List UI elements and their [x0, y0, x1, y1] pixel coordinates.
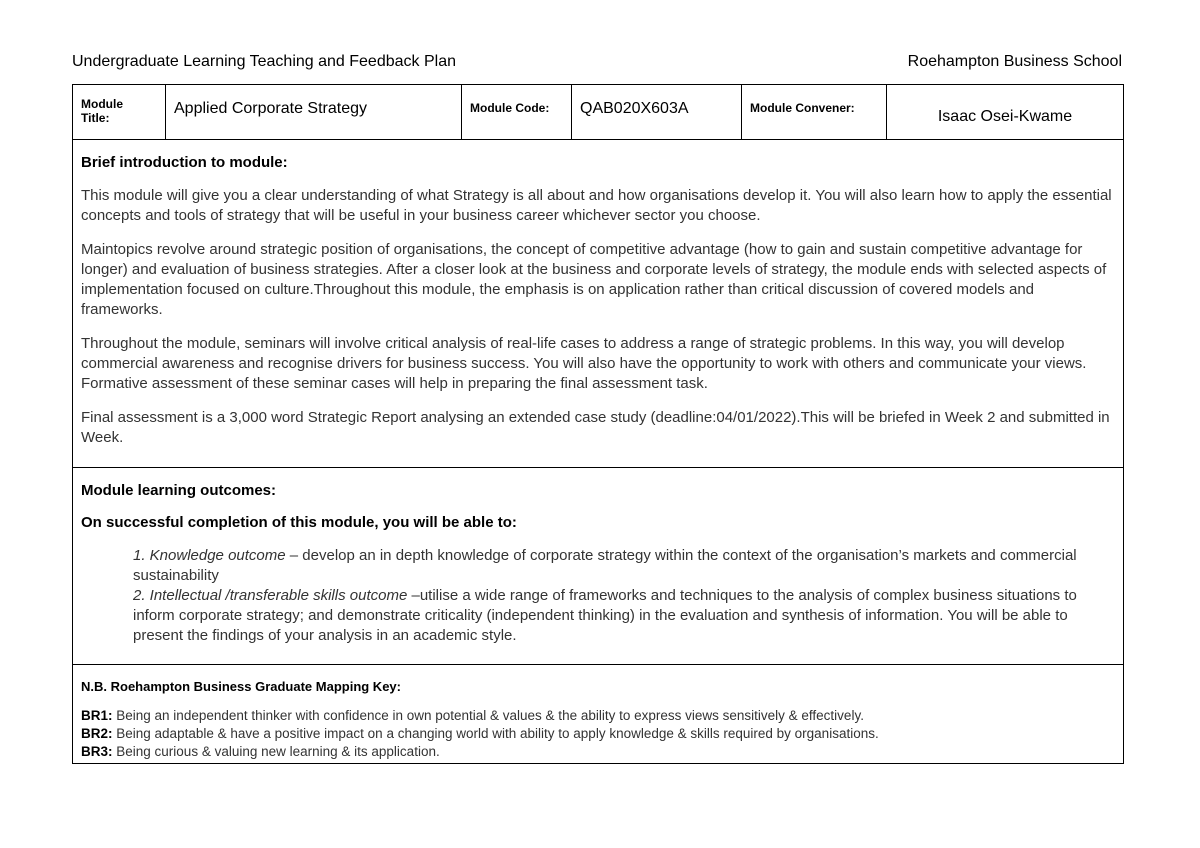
outcomes-subtitle: On successful completion of this module, you will be able to: [81, 514, 517, 531]
mapping-key-item [81, 725, 1115, 743]
mapping-key-text: Being curious & valuing new learning & its application. [112, 744, 440, 759]
module-code-label: Module Code: [470, 101, 550, 115]
intro-paragraph: Throughout the module, seminars will involve critical analysis of real-life cases to address a range of strategic problems. In this way, you will develop commercial awareness and recognise drivers for business success. You will also have the opportunity to work with others and communicate your views. Formative assessment of these seminar cases will help in preparing the final assessment task. [81, 335, 1087, 392]
module-code-cell [572, 85, 742, 139]
outcome-list [133, 546, 1115, 646]
mapping-key-code: BR2: [81, 726, 113, 741]
school-name: Roehampton Business School [907, 53, 1122, 70]
outcome-label: 1. Knowledge outcome [133, 547, 286, 564]
plan-title: Undergraduate Learning Teaching and Feedback Plan [72, 53, 456, 70]
mapping-key-item [81, 707, 1115, 725]
outcome-item [133, 546, 1115, 586]
outcomes-section [73, 468, 1123, 665]
module-title-cell [166, 85, 462, 139]
module-code-label-cell [462, 85, 572, 139]
mapping-key-text: Being adaptable & have a positive impact on a changing world with ability to apply knowledge & skills required by organisations. [112, 726, 879, 741]
mapping-key-section [73, 665, 1123, 763]
module-title-value: Applied Corporate Strategy [174, 100, 367, 117]
outcomes-title: Module learning outcomes: [81, 482, 277, 499]
mapping-key-code: BR1: [81, 708, 113, 723]
mapping-key-code: BR3: [81, 744, 113, 759]
intro-section [73, 140, 1123, 468]
intro-paragraph: Final assessment is a 3,000 word Strategic Report analysing an extended case study (deadline:04/01/2022).This will be briefed in Week 2 and submitted in Week. [81, 409, 1110, 446]
module-title-label-line2: Title: [81, 111, 110, 125]
page-header [72, 52, 1122, 72]
module-title-label-cell [73, 85, 166, 139]
outcome-item [133, 586, 1115, 646]
intro-paragraph: This module will give you a clear understanding of what Strategy is all about and how organisations develop it. You will also learn how to apply the essential concepts and tools of strategy that will be useful in your business career whichever sector you choose. [81, 187, 1112, 224]
module-title-label-line1: Module [81, 97, 123, 111]
intro-paragraph: Maintopics revolve around strategic position of organisations, the concept of competitive advantage (how to gain and sustain competitive advantage for longer) and evaluation of business strategies. After a closer look at the business and corporate levels of strategy, the module ends with selected aspects of implementation focused on culture.Throughout this module, the emphasis is on application rather than critical discussion of covered models and frameworks. [81, 241, 1107, 318]
module-info-row [73, 85, 1123, 140]
intro-title: Brief introduction to module: [81, 154, 288, 171]
outcome-text: –utilise a wide range of frameworks and techniques to the analysis of complex business situations to inform corporate strategy; and demonstrate criticality (independent thinking) in the evaluation and synthesis of information. You will be able to present the findings of your analysis in an academic style. [133, 587, 1077, 644]
outcome-label: 2. Intellectual /transferable skills outcome [133, 587, 408, 604]
convener-label: Module Convener: [750, 101, 855, 115]
convener-cell [887, 85, 1123, 139]
mapping-key-title: N.B. Roehampton Business Graduate Mapping Key: [81, 679, 401, 694]
mapping-key-item [81, 743, 1115, 761]
module-code-value: QAB020X603A [580, 100, 689, 117]
mapping-key-text: Being an independent thinker with confidence in own potential & values & the ability to express views sensitively & effectively. [112, 708, 864, 723]
outcome-text: – develop an in depth knowledge of corporate strategy within the context of the organisation’s markets and commercial sustainability [133, 547, 1077, 584]
convener-value: Isaac Osei-Kwame [937, 108, 1073, 125]
convener-label-cell [742, 85, 887, 139]
module-plan-table [72, 84, 1124, 764]
